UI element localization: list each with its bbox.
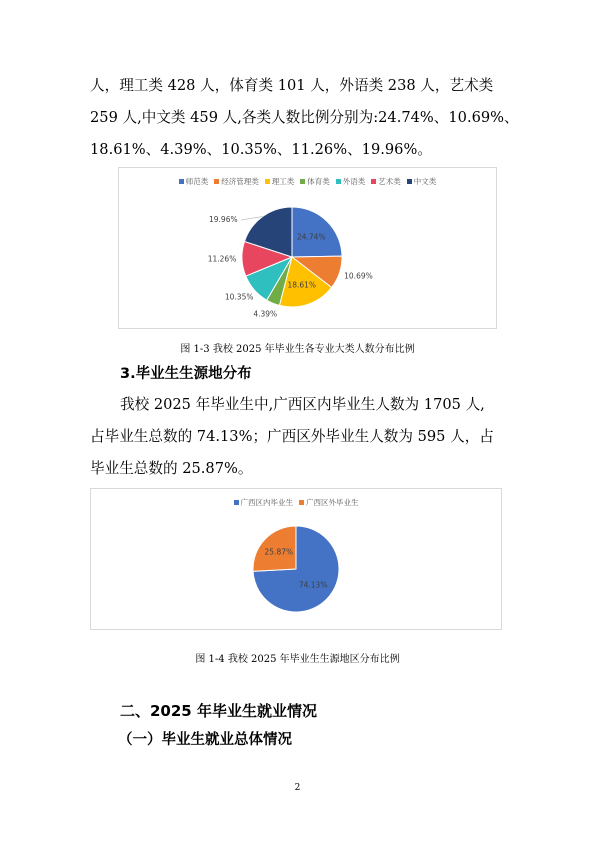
legend-label: 广西区内毕业生 [240, 498, 293, 507]
section-heading: 二、2025 年毕业生就业情况 [120, 702, 317, 720]
legend-label: 理工类 [271, 177, 295, 186]
legend-label: 广西区外毕业生 [306, 498, 359, 507]
page-number: 2 [294, 783, 301, 793]
paragraph-line: 我校 2025 年毕业生中,广西区内毕业生人数为 1705 人, [120, 396, 485, 413]
paragraph-line: 259 人,中文类 459 人,各类人数比例分别为:24.74%、10.69%、 [90, 109, 519, 126]
legend-label: 外语类 [342, 177, 366, 186]
data-label: 18.61% [287, 280, 317, 290]
data-label: 74.13% [298, 580, 328, 590]
data-label: 19.96% [209, 215, 238, 224]
legend-label: 艺术类 [378, 177, 401, 186]
data-label: 10.35% [224, 292, 254, 302]
paragraph-line: 占毕业生总数的 74.13%；广西区外毕业生人数为 595 人，占 [90, 428, 494, 445]
chart-major-categories [118, 167, 497, 329]
section-heading: 3.毕业生生源地分布 [120, 366, 252, 382]
figure-caption: 图 1-4 我校 2025 年毕业生生源地区分布比例 [195, 654, 400, 665]
legend-label: 体育类 [307, 177, 330, 186]
paragraph-line: 毕业生总数的 25.87%。 [90, 460, 253, 477]
data-label: 4.39% [253, 309, 278, 319]
legend-label: 中文类 [413, 177, 437, 186]
data-label: 11.26% [207, 254, 237, 264]
data-label: 10.69% [344, 271, 373, 281]
pie-chart-svg [119, 168, 496, 328]
data-label: 25.87% [264, 547, 294, 557]
paragraph-line: 18.61%、4.39%、10.35%、11.26%、19.96%。 [90, 141, 432, 158]
data-label: 24.74% [296, 232, 326, 242]
pie-chart-svg [91, 489, 501, 629]
paragraph-line: 人，理工类 428 人，体育类 101 人，外语类 238 人，艺术类 [90, 77, 494, 94]
subsection-heading: （一）毕业生就业总体情况 [118, 731, 292, 748]
chart-origin-region [90, 488, 502, 630]
figure-caption: 图 1-3 我校 2025 年毕业生各专业大类人数分布比例 [180, 344, 415, 355]
legend-label: 师范类 [185, 177, 209, 186]
legend-label: 经济管理类 [221, 177, 259, 186]
